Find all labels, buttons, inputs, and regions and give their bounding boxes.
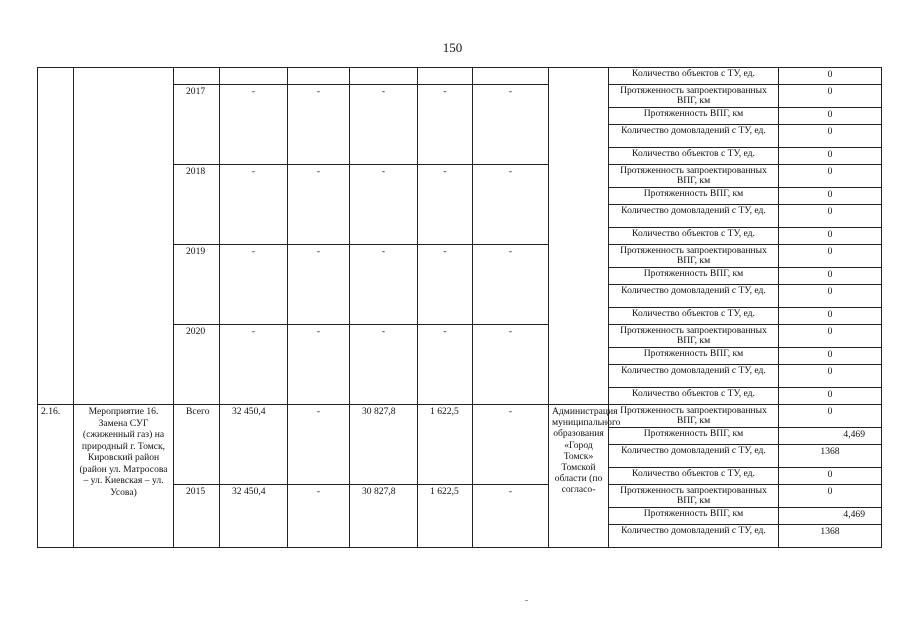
indicator-value: 0 <box>779 228 882 245</box>
event-name: Мероприятие 16. Замена СУГ (сжиженный газ) на природный г. Томск, Кировский район (район ул. Матросова – ул. Киевская – ул. Усова) <box>74 405 174 548</box>
objects-count-label: Количество объектов с ТУ, ед. <box>609 148 779 165</box>
dash-cell: - <box>350 165 418 245</box>
dash-cell: - <box>473 245 549 325</box>
indicator-value: 0 <box>779 68 882 85</box>
indicator-value: 0 <box>779 325 882 348</box>
dash-cell: - <box>350 85 418 165</box>
indicator-value: 0 <box>779 405 882 428</box>
year-cell: 2015 <box>174 485 220 548</box>
program-table <box>37 67 882 548</box>
table-row <box>38 405 882 428</box>
vpg-length-label: Протяженность ВПГ, км <box>609 268 779 285</box>
dash-cell: - <box>418 85 473 165</box>
table-row <box>38 68 882 85</box>
total-value: 32 450,4 <box>220 405 288 485</box>
dash-cell: - <box>350 245 418 325</box>
name-cell-continued <box>74 68 174 405</box>
indicator-value: 0 <box>779 148 882 165</box>
households-count-label: Количество домовладений с ТУ, ед. <box>609 365 779 388</box>
households-count-label: Количество домовладений с ТУ, ед. <box>609 285 779 308</box>
indicator-value: 0 <box>779 165 882 188</box>
households-count-label: Количество домовладений с ТУ, ед. <box>609 205 779 228</box>
dash-cell: - <box>288 165 350 245</box>
empty-cell <box>220 68 288 85</box>
indicator-value: 0 <box>779 125 882 148</box>
objects-count-label: Количество объектов с ТУ, ед. <box>609 68 779 85</box>
other-value: - <box>473 485 549 548</box>
indicator-value: 1368 <box>779 445 882 468</box>
indicator-value: 0 <box>779 468 882 485</box>
empty-cell <box>473 68 549 85</box>
indicator-value: 0 <box>779 245 882 268</box>
local-value: 1 622,5 <box>418 405 473 485</box>
total-value: 32 450,4 <box>220 485 288 548</box>
designed-length-label: Протяженность запроектированных ВПГ, км <box>609 165 779 188</box>
dash-cell: - <box>288 85 350 165</box>
designed-length-label: Протяженность запроектированных ВПГ, км <box>609 245 779 268</box>
indicator-value: 0 <box>779 348 882 365</box>
federal-value: - <box>288 485 350 548</box>
objects-count-label: Количество объектов с ТУ, ед. <box>609 468 779 485</box>
households-count-label: Количество домовладений с ТУ, ед. <box>609 445 779 468</box>
dash-cell: - <box>220 85 288 165</box>
objects-count-label: Количество объектов с ТУ, ед. <box>609 308 779 325</box>
indicator-value: 4,469 <box>779 428 882 445</box>
objects-count-label: Количество объектов с ТУ, ед. <box>609 388 779 405</box>
indicator-value: 0 <box>779 205 882 228</box>
dash-cell: - <box>288 325 350 405</box>
indicator-value: 0 <box>779 85 882 108</box>
year-cell: 2020 <box>174 325 220 405</box>
dash-cell: - <box>220 245 288 325</box>
executor-cell-continued <box>549 68 609 405</box>
vpg-length-label: Протяженность ВПГ, км <box>609 428 779 445</box>
year-cell: 2019 <box>174 245 220 325</box>
other-value: - <box>473 405 549 485</box>
year-cell: Всего <box>174 405 220 485</box>
dash-cell: - <box>220 325 288 405</box>
vpg-length-label: Протяженность ВПГ, км <box>609 508 779 525</box>
designed-length-label: Протяженность запроектированных ВПГ, км <box>609 485 779 508</box>
empty-cell <box>350 68 418 85</box>
dash-cell: - <box>288 245 350 325</box>
executor-cell: Администрация муниципального образования «Город Томск» Томской области (по согласо- <box>549 405 609 548</box>
dash-cell: - <box>418 325 473 405</box>
indicator-value: 0 <box>779 285 882 308</box>
year-cell: 2018 <box>174 165 220 245</box>
table-body <box>38 68 882 548</box>
dash-cell: - <box>418 165 473 245</box>
empty-cell <box>288 68 350 85</box>
page-number: 150 <box>442 40 463 55</box>
num-cell-continued <box>38 68 74 405</box>
indicator-value: 0 <box>779 485 882 508</box>
empty-cell <box>418 68 473 85</box>
empty-cell <box>174 68 220 85</box>
year-cell: 2017 <box>174 85 220 165</box>
dash-cell: - <box>473 165 549 245</box>
event-number: 2.16. <box>38 405 74 548</box>
regional-value: 30 827,8 <box>350 485 418 548</box>
vpg-length-label: Протяженность ВПГ, км <box>609 348 779 365</box>
designed-length-label: Протяженность запроектированных ВПГ, км <box>609 85 779 108</box>
indicator-value: 0 <box>779 365 882 388</box>
scan-speck <box>525 600 528 601</box>
indicator-value: 0 <box>779 188 882 205</box>
designed-length-label: Протяженность запроектированных ВПГ, км <box>609 405 779 428</box>
indicator-value: 0 <box>779 268 882 285</box>
indicator-value: 4,469 <box>779 508 882 525</box>
dash-cell: - <box>418 245 473 325</box>
households-count-label: Количество домовладений с ТУ, ед. <box>609 525 779 548</box>
households-count-label: Количество домовладений с ТУ, ед. <box>609 125 779 148</box>
vpg-length-label: Протяженность ВПГ, км <box>609 108 779 125</box>
dash-cell: - <box>350 325 418 405</box>
indicator-value: 0 <box>779 108 882 125</box>
designed-length-label: Протяженность запроектированных ВПГ, км <box>609 325 779 348</box>
indicator-value: 0 <box>779 388 882 405</box>
dash-cell: - <box>473 325 549 405</box>
dash-cell: - <box>473 85 549 165</box>
objects-count-label: Количество объектов с ТУ, ед. <box>609 228 779 245</box>
indicator-value: 0 <box>779 308 882 325</box>
vpg-length-label: Протяженность ВПГ, км <box>609 188 779 205</box>
local-value: 1 622,5 <box>418 485 473 548</box>
indicator-value: 1368 <box>779 525 882 548</box>
federal-value: - <box>288 405 350 485</box>
regional-value: 30 827,8 <box>350 405 418 485</box>
dash-cell: - <box>220 165 288 245</box>
